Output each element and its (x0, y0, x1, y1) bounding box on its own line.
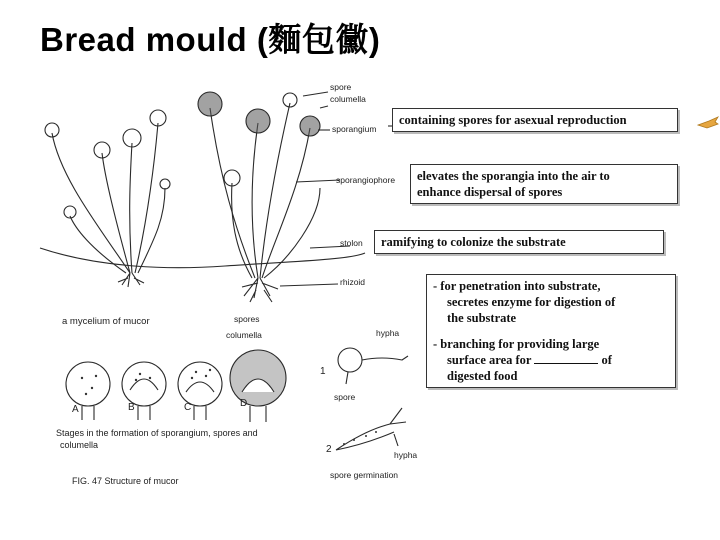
stages-caption-line1: Stages in the formation of sporangium, spores and (56, 428, 258, 438)
label-columella: columella (330, 94, 366, 104)
pointer-cursor-icon (697, 116, 719, 130)
label-num-1: 1 (320, 366, 326, 377)
label-mycelium: a mycelium of mucor (62, 316, 150, 327)
mucor-diagram (20, 78, 700, 508)
label-hypha: hypha (376, 328, 400, 338)
label-hypha-2: hypha (394, 450, 418, 460)
label-num-2: 2 (326, 444, 332, 455)
label-spore: spore (330, 82, 352, 92)
label-stage-b: B (128, 402, 135, 413)
label-rhizoid: rhizoid (340, 277, 366, 287)
sporangiophore-stalk (52, 133, 130, 273)
figure-caption: FIG. 47 Structure of mucor (72, 476, 179, 486)
label-sporangium: sporangium (332, 124, 377, 134)
label-stage-d: D (240, 398, 248, 409)
fill-in-blank (534, 353, 598, 364)
sporangiophore-stalk (135, 123, 158, 273)
annotation-rhizoid: - for penetration into substrate, secretes enzyme for digestion of the substrate - branching for providing large surface area for of digested food (426, 274, 676, 388)
label-spore-germination: spore germination (330, 470, 399, 480)
sporangiophore-stalk (102, 153, 130, 273)
sporangiophore-stalk (138, 188, 165, 273)
sporangiophore-stalk (130, 143, 132, 273)
label-stage-c: C (184, 402, 192, 413)
label-columella-stage: columella (226, 330, 262, 340)
annotation-stolon: ramifying to colonize the substrate (374, 230, 664, 254)
annotation-sporangium: containing spores for asexual reproduction (392, 108, 678, 132)
annotation-sporangiophore: elevates the sporangia into the air to enhance dispersal of spores (410, 164, 678, 204)
label-stage-a: A (72, 404, 79, 415)
label-stolon: stolon (340, 238, 363, 248)
label-spores: spores (234, 314, 260, 324)
label-sporangiophore: sporangiophore (336, 175, 396, 185)
stolon-line (40, 248, 365, 268)
label-spore-2: spore (334, 392, 356, 402)
slide-title: Bread mould (麵包黴) (40, 21, 381, 58)
stages-caption-line2: columella (60, 440, 99, 450)
